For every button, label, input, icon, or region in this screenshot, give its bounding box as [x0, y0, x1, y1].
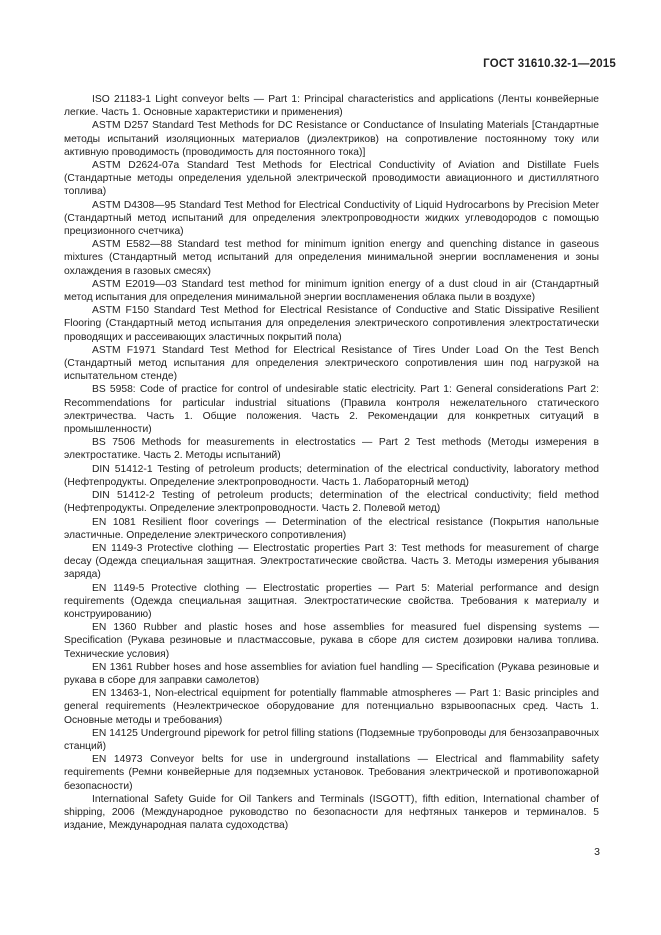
- document-header: ГОСТ 31610.32-1—2015: [483, 58, 616, 70]
- page-number: 3: [594, 846, 600, 858]
- bibliography-entry: EN 14973 Conveyor belts for use in underground installations — Electrical and flammability safety requirements (Ремни конвейерные для подземных установок. Требования электрической и противопожарной безопасности): [64, 754, 599, 792]
- bibliography-entry: ISO 21183-1 Light conveyor belts — Part 1: Principal characteristics and applications (Ленты конвейерные легкие. Часть 1. Основные характеристики и применения): [64, 94, 599, 119]
- bibliography-entry: DIN 51412-2 Testing of petroleum products; determination of the electrical conductivity; field method (Нефтепродукты. Определение электропроводности. Часть 2. Полевой метод): [64, 490, 599, 515]
- bibliography-entry: ASTM F1971 Standard Test Method for Electrical Resistance of Tires Under Load On the Test Bench (Стандартный метод испытания для определения электрического сопротивления шин под нагрузкой на испытательном стенде): [64, 344, 599, 383]
- bibliography-entry: EN 14125 Underground pipework for petrol filling stations (Подземные трубопроводы для бензозаправочных станций): [64, 727, 599, 752]
- bibliography-entry: BS 7506 Methods for measurements in electrostatics — Part 2 Test methods (Методы измерения в электростатике. Часть 2. Методы испытаний): [64, 437, 599, 462]
- bibliography-entry: EN 1149-5 Protective clothing — Electrostatic properties — Part 5: Material performance and design requirements (Одежда специальная защитная. Электростатические свойства. Требования к материалу и конструированию): [64, 582, 599, 620]
- bibliography-entry: EN 1361 Rubber hoses and hose assemblies for aviation fuel handling — Specification (Рукава резиновые и рукава в сборе для заправки самолетов): [64, 661, 599, 686]
- bibliography-entry: ASTM E2019—03 Standard test method for minimum ignition energy of a dust cloud in air (Стандартный метод испытания для определения минимальной энергии воспламенения облака пыли в воздухе): [64, 278, 599, 304]
- bibliography-entry: International Safety Guide for Oil Tankers and Terminals (ISGOTT), fifth edition, International chamber of shipping, 2006 (Международное руководство по безопасности для нефтяных танкеров и терминалов. 5 издание, Международная палата судоходства): [64, 793, 599, 832]
- bibliography-entry: ASTM D257 Standard Test Methods for DC Resistance or Conductance of Insulating Materials [Стандартные методы испытаний изоляционных материалов (диэлектриков) на сопротивление постоянному току или активную проводимость (проводимость для постоянного тока)]: [64, 120, 599, 158]
- bibliography-list: [64, 93, 599, 832]
- bibliography-entry: EN 13463-1, Non-electrical equipment for potentially flammable atmospheres — Part 1: Basic principles and general requirements (Неэлектрическое оборудование для потенциально взрывоопасных сред. Часть 1. Основные методы и требования): [64, 688, 599, 726]
- bibliography-entry: EN 1360 Rubber and plastic hoses and hose assemblies for measured fuel dispensing systems — Specification (Рукава резиновые и пластмассовые, рукава в сборе для систем дозировки налива топлива. Технические условия): [64, 622, 599, 660]
- bibliography-entry: ASTM D4308—95 Standard Test Method for Electrical Conductivity of Liquid Hydrocarbons by Precision Meter (Стандартный метод испытаний для определения электропроводности жидких углеводородов с помощью прецизионного счетчика): [64, 199, 599, 238]
- bibliography-entry: ASTM D2624-07a Standard Test Methods for Electrical Conductivity of Aviation and Distillate Fuels (Стандартные методы определения удельной электрической проводимости авиационного и дистиллятного топлива): [64, 160, 599, 198]
- bibliography-entry: ASTM F150 Standard Test Method for Electrical Resistance of Conductive and Static Dissipative Resilient Flooring (Стандартный метод испытания для определения электрического сопротивления электростатически проводящих и рассеивающих эластичных покрытий пола): [64, 305, 599, 343]
- bibliography-entry: BS 5958: Code of practice for control of undesirable static electricity. Part 1: General considerations Part 2: Recommendations for particular industrial situations (Правила контроля нежелательного статического электричества. Часть 1. Общие положения. Часть 2. Рекомендации для конкретных ситуаций в промышленности): [64, 384, 599, 436]
- bibliography-entry: EN 1149-3 Protective clothing — Electrostatic properties Part 3: Test methods for measurement of charge decay (Одежда специальная защитная. Электростатические свойства. Часть 3. Методы измерения убывания заряда): [64, 542, 599, 581]
- bibliography-entry: ASTM E582—88 Standard test method for minimum ignition energy and quenching distance in gaseous mixtures (Стандартный метод испытаний для определения минимальной энергии воспламенения и зоны охлаждения в газовых смесях): [64, 239, 599, 277]
- bibliography-entry: EN 1081 Resilient floor coverings — Determination of the electrical resistance (Покрытия напольные эластичные. Определение электрического сопротивления): [64, 516, 599, 541]
- bibliography-entry: DIN 51412-1 Testing of petroleum products; determination of the electrical conductivity, laboratory method (Нефтепродукты. Определение электропроводности. Часть 1. Лабораторный метод): [64, 463, 599, 488]
